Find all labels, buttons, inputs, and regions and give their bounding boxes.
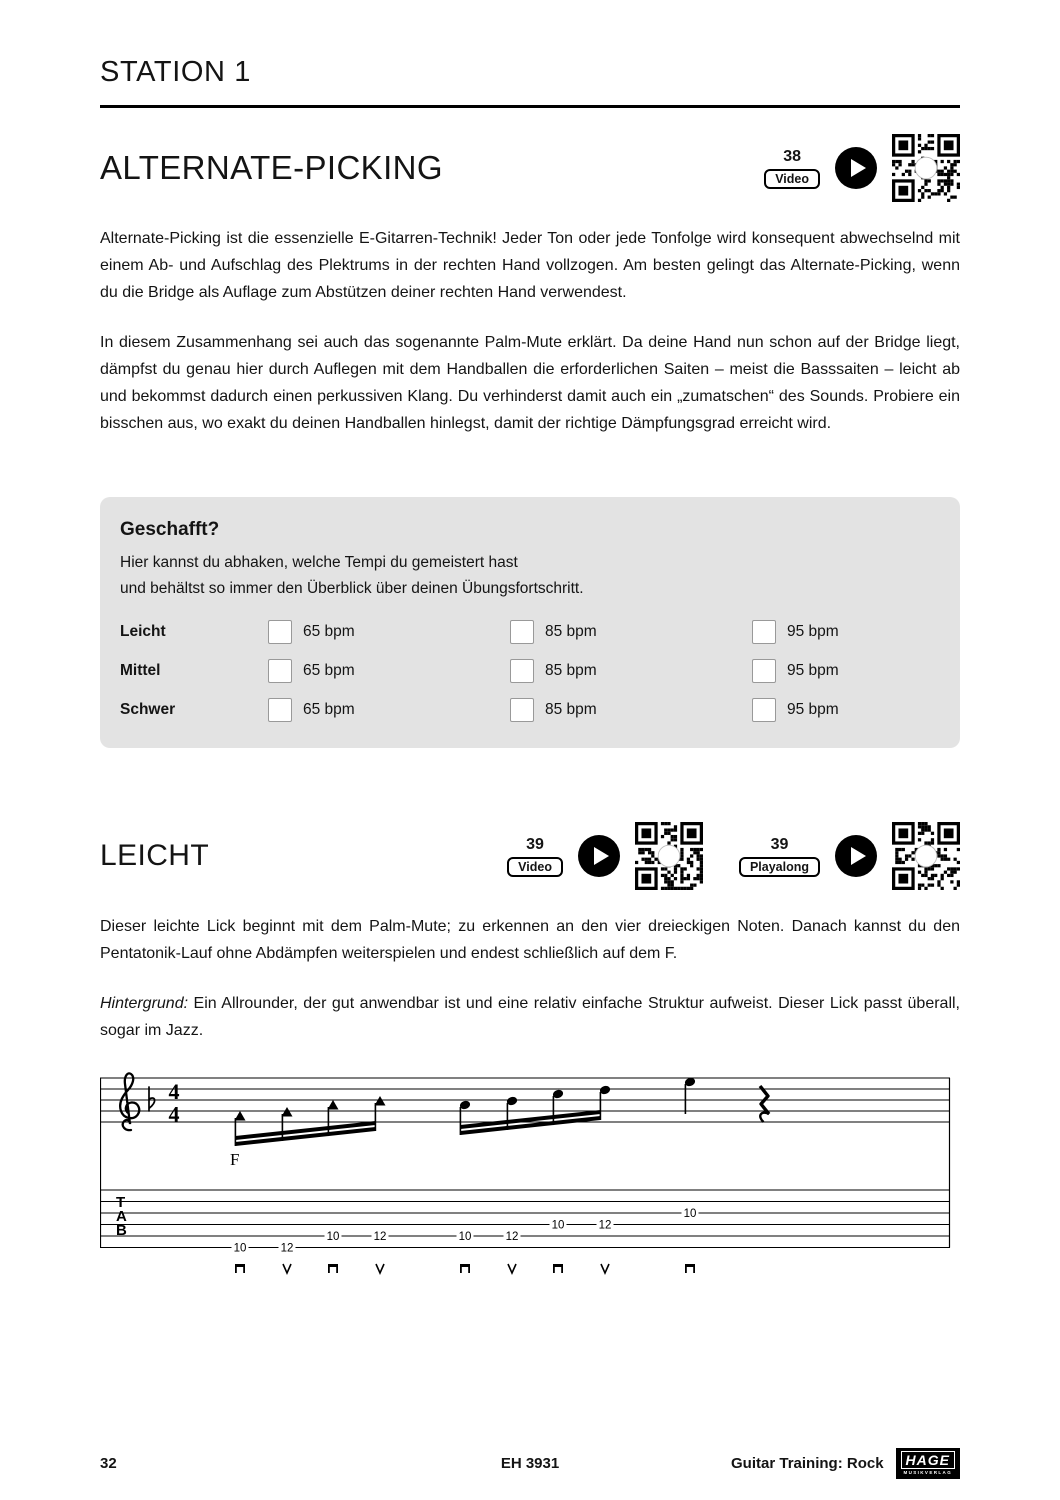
- qr-code-icon: [635, 822, 703, 890]
- leicht-header-row: [100, 822, 960, 890]
- tempo-label: 95 bpm: [787, 701, 839, 718]
- tempo-option: [752, 698, 940, 722]
- footer-right: [731, 1448, 960, 1479]
- svg-text:10: 10: [551, 1219, 565, 1232]
- svg-text:T: T: [116, 1194, 126, 1211]
- svg-text:10: 10: [458, 1231, 472, 1243]
- play-button[interactable]: [835, 147, 877, 189]
- tempo-label: 85 bpm: [545, 662, 597, 679]
- music-notation: [100, 1070, 960, 1285]
- play-button[interactable]: [835, 835, 877, 877]
- publisher-logo-subtext: MUSIKVERLAG: [903, 1470, 953, 1475]
- tempo-row-mittel: [120, 659, 940, 683]
- media-39-playalong: [739, 822, 960, 890]
- checkbox-mittel-65bpm[interactable]: [268, 659, 292, 683]
- tempo-label: 95 bpm: [787, 623, 839, 640]
- background-paragraph: [100, 990, 960, 1044]
- progress-checklist-box: [100, 497, 960, 748]
- tempo-label: 65 bpm: [303, 662, 355, 679]
- media-number: 39: [526, 835, 544, 853]
- qr-code-icon: [892, 134, 960, 202]
- svg-text:4: 4: [168, 1079, 180, 1104]
- station-heading: STATION 1: [100, 56, 251, 88]
- tempo-option: [510, 620, 752, 644]
- row-label-leicht: Leicht: [120, 623, 166, 640]
- row-label-schwer: Schwer: [120, 701, 176, 718]
- tempo-option: [268, 698, 510, 722]
- tempo-label: 65 bpm: [303, 623, 355, 640]
- checkbox-leicht-95bpm[interactable]: [752, 620, 776, 644]
- checkbox-schwer-65bpm[interactable]: [268, 698, 292, 722]
- tempo-label: 85 bpm: [545, 623, 597, 640]
- checklist-line-2: und behältst so immer den Überblick über deinen Übungsfortschritt.: [120, 580, 584, 597]
- media-type-pill: Video: [764, 169, 820, 189]
- checkbox-mittel-95bpm[interactable]: [752, 659, 776, 683]
- play-icon: [851, 847, 866, 865]
- media-38-video: [764, 134, 960, 202]
- media-type-pill: Playalong: [739, 857, 820, 877]
- edition-number: EH 3931: [500, 1454, 560, 1472]
- tempo-option: [510, 698, 752, 722]
- page-footer: [100, 1448, 960, 1479]
- svg-text:12: 12: [373, 1231, 387, 1243]
- qr-code-icon: [892, 822, 960, 890]
- checklist-title: Geschafft?: [120, 519, 220, 540]
- svg-text:12: 12: [505, 1231, 519, 1243]
- tempo-row-leicht: [120, 620, 940, 644]
- svg-text:4: 4: [168, 1101, 180, 1127]
- media-type-pill: Video: [507, 857, 563, 877]
- row-label-mittel: Mittel: [120, 662, 161, 679]
- tempo-label: 65 bpm: [303, 701, 355, 718]
- media-group: [764, 134, 960, 202]
- checkbox-mittel-85bpm[interactable]: [510, 659, 534, 683]
- tempo-label: 95 bpm: [787, 662, 839, 679]
- play-icon: [851, 159, 866, 177]
- checkbox-leicht-65bpm[interactable]: [268, 620, 292, 644]
- checklist-line-1: Hier kannst du abhaken, welche Tempi du gemeistert hast: [120, 554, 518, 571]
- checkbox-schwer-85bpm[interactable]: [510, 698, 534, 722]
- media-number: 38: [783, 147, 801, 165]
- svg-text:B: B: [116, 1222, 127, 1239]
- intro-paragraph-2: In diesem Zusammenhang sei auch das sogenannte Palm-Mute erklärt. Da deine Hand nun schon auf der Bridge liegt, dämpfst du genau hier durch Auflegen mit dem Handballen die erforderlichen Saiten – meist die Basssaiten – leicht ab und bekommst dadurch einen perkussiven Klang. Du verhinderst damit auch ein „zumatschen“ des Sounds. Probiere ein bisschen aus, wo exakt du deinen Handballen hinlegst, damit der richtige Dämpfungsgrad erreicht wird.: [100, 334, 960, 432]
- svg-text:F: F: [230, 1150, 240, 1169]
- intro-paragraph-1: Alternate-Picking ist die essenzielle E-Gitarren-Technik! Jeder Ton oder jede Tonfolge wird konsequent abwechselnd mit einem Ab- und Aufschlag des Plektrums in der rechten Hand vollzogen. Am besten gelingt das Alternate-Picking, wenn du die Bridge als Auflage zum Abstützen deiner rechten Hand verwendest.: [100, 230, 960, 301]
- tempo-option: [510, 659, 752, 683]
- tempo-option: [752, 620, 940, 644]
- play-icon: [594, 847, 609, 865]
- checkbox-schwer-95bpm[interactable]: [752, 698, 776, 722]
- media-label: [764, 148, 820, 189]
- leicht-title: LEICHT: [100, 839, 210, 872]
- tempo-option: [268, 659, 510, 683]
- checkbox-leicht-85bpm[interactable]: [510, 620, 534, 644]
- svg-text:12: 12: [598, 1219, 612, 1232]
- leicht-paragraph: Dieser leichte Lick beginnt mit dem Palm-Mute; zu erkennen an den vier dreieckigen Noten. Danach kannst du den Pentatonik-Lauf ohne Abdämpfen weiterspielen und endest schließlich auf dem F.: [100, 918, 960, 962]
- tempo-option: [268, 620, 510, 644]
- publisher-logo: [896, 1448, 960, 1479]
- heading-rule: [100, 105, 960, 108]
- section-title: ALTERNATE-PICKING: [100, 149, 443, 186]
- background-text: Ein Allrounder, der gut anwendbar ist und eine relativ einfache Struktur aufweist. Dieser Lick passt überall, sogar im Jazz.: [100, 995, 960, 1039]
- svg-text:10: 10: [233, 1242, 247, 1255]
- tempo-check-rows: [120, 620, 940, 722]
- tempo-row-schwer: [120, 698, 940, 722]
- background-label: Hintergrund:: [100, 995, 189, 1012]
- media-group: [507, 822, 960, 890]
- book-title: Guitar Training: Rock: [731, 1454, 884, 1472]
- svg-text:10: 10: [683, 1208, 697, 1220]
- media-label: [507, 836, 563, 877]
- tempo-option: [752, 659, 940, 683]
- checklist-description: [120, 550, 940, 602]
- svg-text:12: 12: [280, 1242, 294, 1255]
- music-example: [100, 1070, 960, 1285]
- svg-text:A: A: [116, 1208, 127, 1225]
- media-number: 39: [770, 835, 789, 853]
- media-label: [739, 836, 820, 877]
- media-39-video: [507, 822, 703, 890]
- svg-text:10: 10: [326, 1231, 340, 1243]
- alternate-picking-header-row: [100, 134, 960, 202]
- tempo-label: 85 bpm: [545, 701, 597, 718]
- play-button[interactable]: [578, 835, 620, 877]
- page-number: 32: [100, 1454, 117, 1472]
- publisher-logo-text: HAGE: [901, 1451, 955, 1469]
